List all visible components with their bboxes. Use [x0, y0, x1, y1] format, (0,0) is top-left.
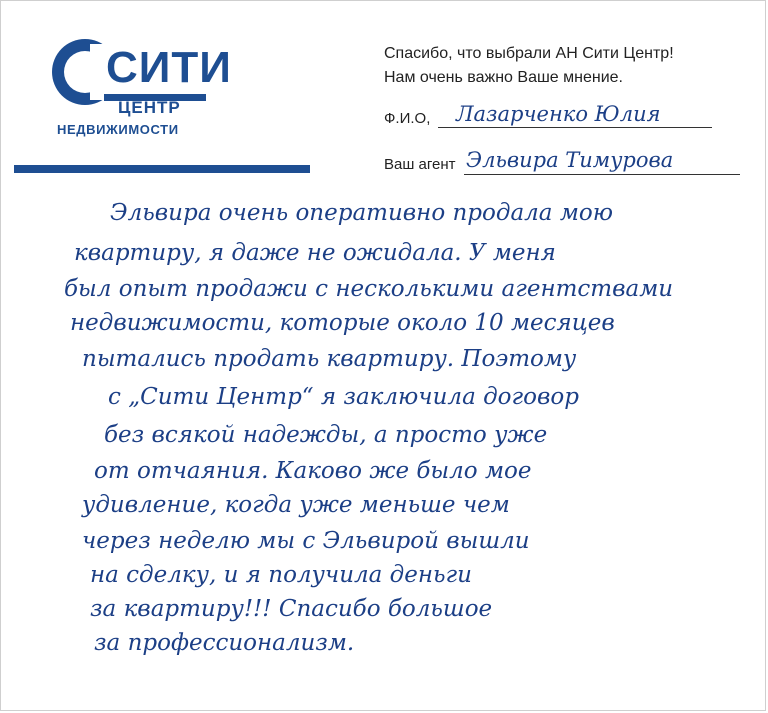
letter-line: квартиру, я даже не ожидала. У меня [74, 240, 556, 266]
fio-handwritten-value: Лазарченко Юлия [456, 102, 661, 126]
logo [52, 30, 232, 142]
logo-centr-text: ЦЕНТР [118, 98, 181, 117]
logo-sub-text: НЕДВИЖИМОСТИ [57, 122, 179, 137]
logo-main-text: СИТИ [106, 43, 232, 92]
letter-line: без всякой надежды, а просто уже [104, 422, 548, 448]
letter-line: удивление, когда уже меньше чем [82, 492, 510, 518]
letter-line: на сделку, и я получила деньги [90, 562, 472, 588]
letter-line: пытались продать квартиру. Поэтому [82, 346, 577, 372]
thanks-line-1: Спасибо, что выбрали АН Сити Центр! [384, 45, 674, 62]
letter-line: недвижимости, которые около 10 месяцев [70, 310, 615, 336]
agent-label: Ваш агент [384, 156, 456, 173]
letter-line: за квартиру!!! Спасибо большое [90, 596, 493, 622]
letter-line: с „Сити Центр“ я заключила договор [108, 384, 579, 410]
fio-label: Ф.И.О, [384, 110, 431, 127]
letter-line: за профессионализм. [94, 630, 355, 656]
letter-line: Эльвира очень оперативно продала мою [110, 200, 613, 226]
letter-line: через неделю мы с Эльвирой вышли [82, 528, 530, 554]
fio-underline [438, 127, 712, 128]
header-rule [14, 165, 310, 173]
thanks-text [384, 42, 744, 90]
agent-handwritten-value: Эльвира Тимурова [466, 148, 674, 172]
thanks-line-2: Нам очень важно Ваше мнение. [384, 69, 623, 86]
letter-line: от отчаяния. Каково же было мое [94, 458, 532, 484]
agent-underline [464, 174, 740, 175]
letter-line: был опыт продажи с несколькими агентствами [64, 276, 674, 302]
